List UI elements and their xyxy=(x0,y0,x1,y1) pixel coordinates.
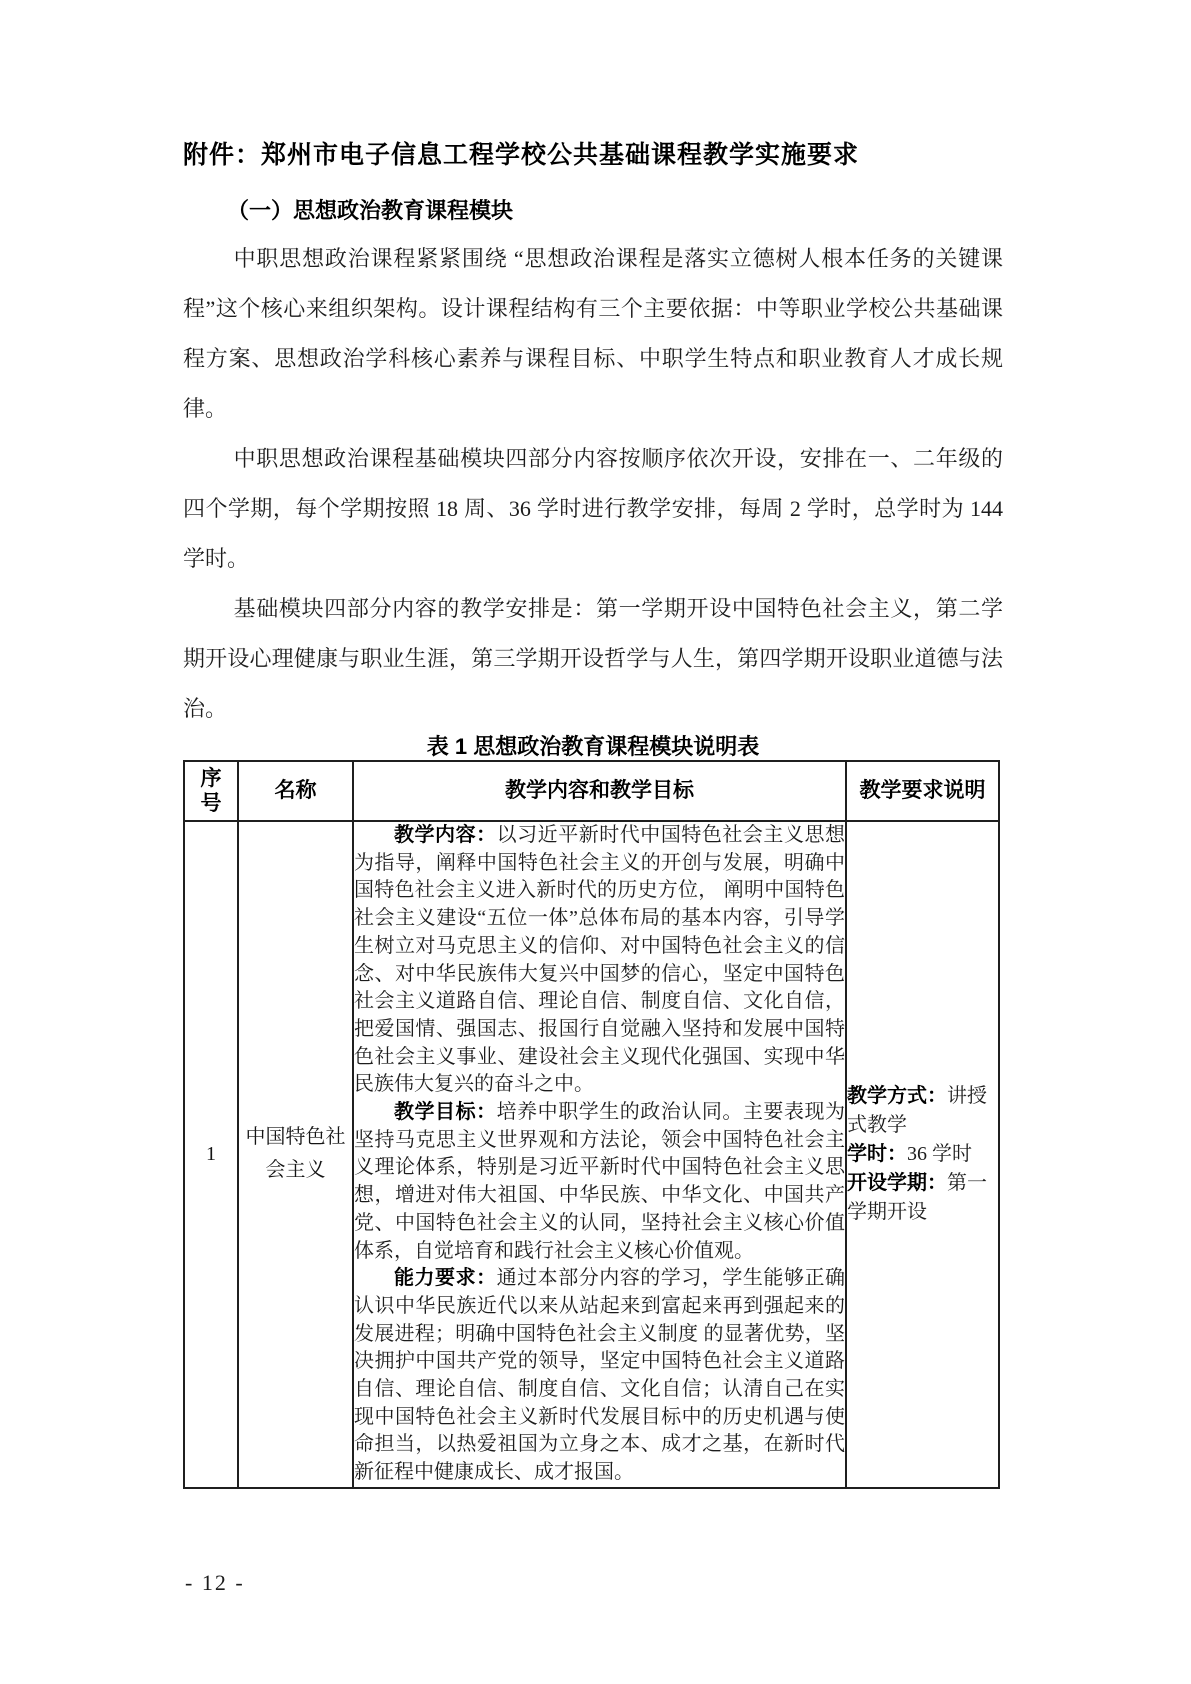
page-number: - 12 - xyxy=(185,1570,245,1595)
requirement-class-hours xyxy=(847,1140,998,1169)
requirement-semester xyxy=(847,1169,998,1227)
requirement-text: 讲授式教学 xyxy=(847,1084,987,1136)
content-section-ability-requirement xyxy=(354,1265,845,1487)
course-module-table xyxy=(183,760,1000,1489)
table-header-row xyxy=(184,761,999,821)
col-header-number-label: 序号 xyxy=(200,767,222,815)
col-header-name: 名称 xyxy=(238,761,353,821)
table-caption: 表 1 思想政治教育课程模块说明表 xyxy=(426,734,760,759)
cell-teaching-content xyxy=(353,821,846,1488)
requirement-text: 第一学期开设 xyxy=(847,1171,987,1223)
content-section-teaching-goal xyxy=(354,1099,845,1265)
cell-course-name: 中国特色社会主义 xyxy=(238,821,353,1488)
paragraph-3: 基础模块四部分内容的教学安排是：第一学期开设中国特色社会主义，第二学期开设心理健康与职业生涯，第三学期开设哲学与人生，第四学期开设职业道德与法治。 xyxy=(183,596,1003,721)
section-heading: （一）思想政治教育课程模块 xyxy=(227,198,514,223)
paragraph-1: 中职思想政治课程紧紧围绕 “思想政治课程是落实立德树人根本任务的关键课程”这个核心来组织架构。设计课程结构有三个主要依据：中等职业学校公共基础课程方案、思想政治学科核心素养与课程目标、中职学生特点和职业教育人才成长规律。 xyxy=(183,246,1003,421)
section-label: 教学目标： xyxy=(394,1101,497,1124)
section-text: 培养中职学生的政治认同。主要表现为坚持马克思主义世界观和方法论，领会中国特色社会主义理论体系，特别是习近平新时代中国特色社会主义思想，增进对伟大祖国、中华民族、中华文化、中国共产党、中国特色社会主义的认同，坚持社会主义核心价值体系，自觉培育和践行社会主义核心价值观。 xyxy=(354,1101,846,1262)
body-text xyxy=(183,234,1003,734)
col-header-number xyxy=(184,761,238,821)
document-content xyxy=(183,138,1003,1489)
section-text: 通过本部分内容的学习，学生能够正确认识中华民族近代以来从站起来到富起来再到强起来的发展进程；明确中国特色社会主义制度 的显著优势，坚决拥护中国共产党的领导，坚定中国特色社会主义道路自信、理论自信、制度自信、文化自信；认清自己在实现中国特色社会主义新时代发展目标中的历史机遇与使命担当，以热爱祖国为立身之本、成才之基，在新时代新征程中健康成长、成才报国。 xyxy=(354,1267,846,1484)
requirement-label: 学时： xyxy=(847,1142,907,1165)
content-section-teaching-content xyxy=(354,822,845,1099)
cell-row-number: 1 xyxy=(184,821,238,1488)
section-text: 以习近平新时代中国特色社会主义思想为指导，阐释中国特色社会主义的开创与发展，明确中国特色社会主义进入新时代的历史方位， 阐明中国特色社会主义建设“五位一体”总体布局的基本内容，引导学生树立对马克思主义的信仰、对中国特色社会主义的信念、对中华民族伟大复兴中国梦的信心，坚定中国特色社会主义道路自信、理论自信、制度自信、文化自信，把爱国情、强国志、报国行自觉融入坚持和发展中国特色社会主义事业、建设社会主义现代化强国、实现中华民族伟大复兴的奋斗之中。 xyxy=(354,824,846,1096)
col-header-requirements: 教学要求说明 xyxy=(846,761,999,821)
requirement-teaching-method xyxy=(847,1082,998,1140)
requirement-label: 教学方式： xyxy=(847,1084,947,1107)
section-label: 教学内容： xyxy=(394,824,497,846)
requirement-text: 36 学时 xyxy=(907,1142,972,1165)
requirement-label: 开设学期： xyxy=(847,1171,947,1194)
cell-teaching-requirements xyxy=(846,821,999,1488)
table-row xyxy=(184,821,999,1488)
col-header-content: 教学内容和教学目标 xyxy=(353,761,846,821)
page-title: 附件：郑州市电子信息工程学校公共基础课程教学实施要求 xyxy=(183,141,860,169)
paragraph-2: 中职思想政治课程基础模块四部分内容按顺序依次开设，安排在一、二年级的四个学期，每个学期按照 18 周、36 学时进行教学安排，每周 2 学时，总学时为 144 学时。 xyxy=(183,446,1003,571)
section-label: 能力要求： xyxy=(394,1267,497,1290)
